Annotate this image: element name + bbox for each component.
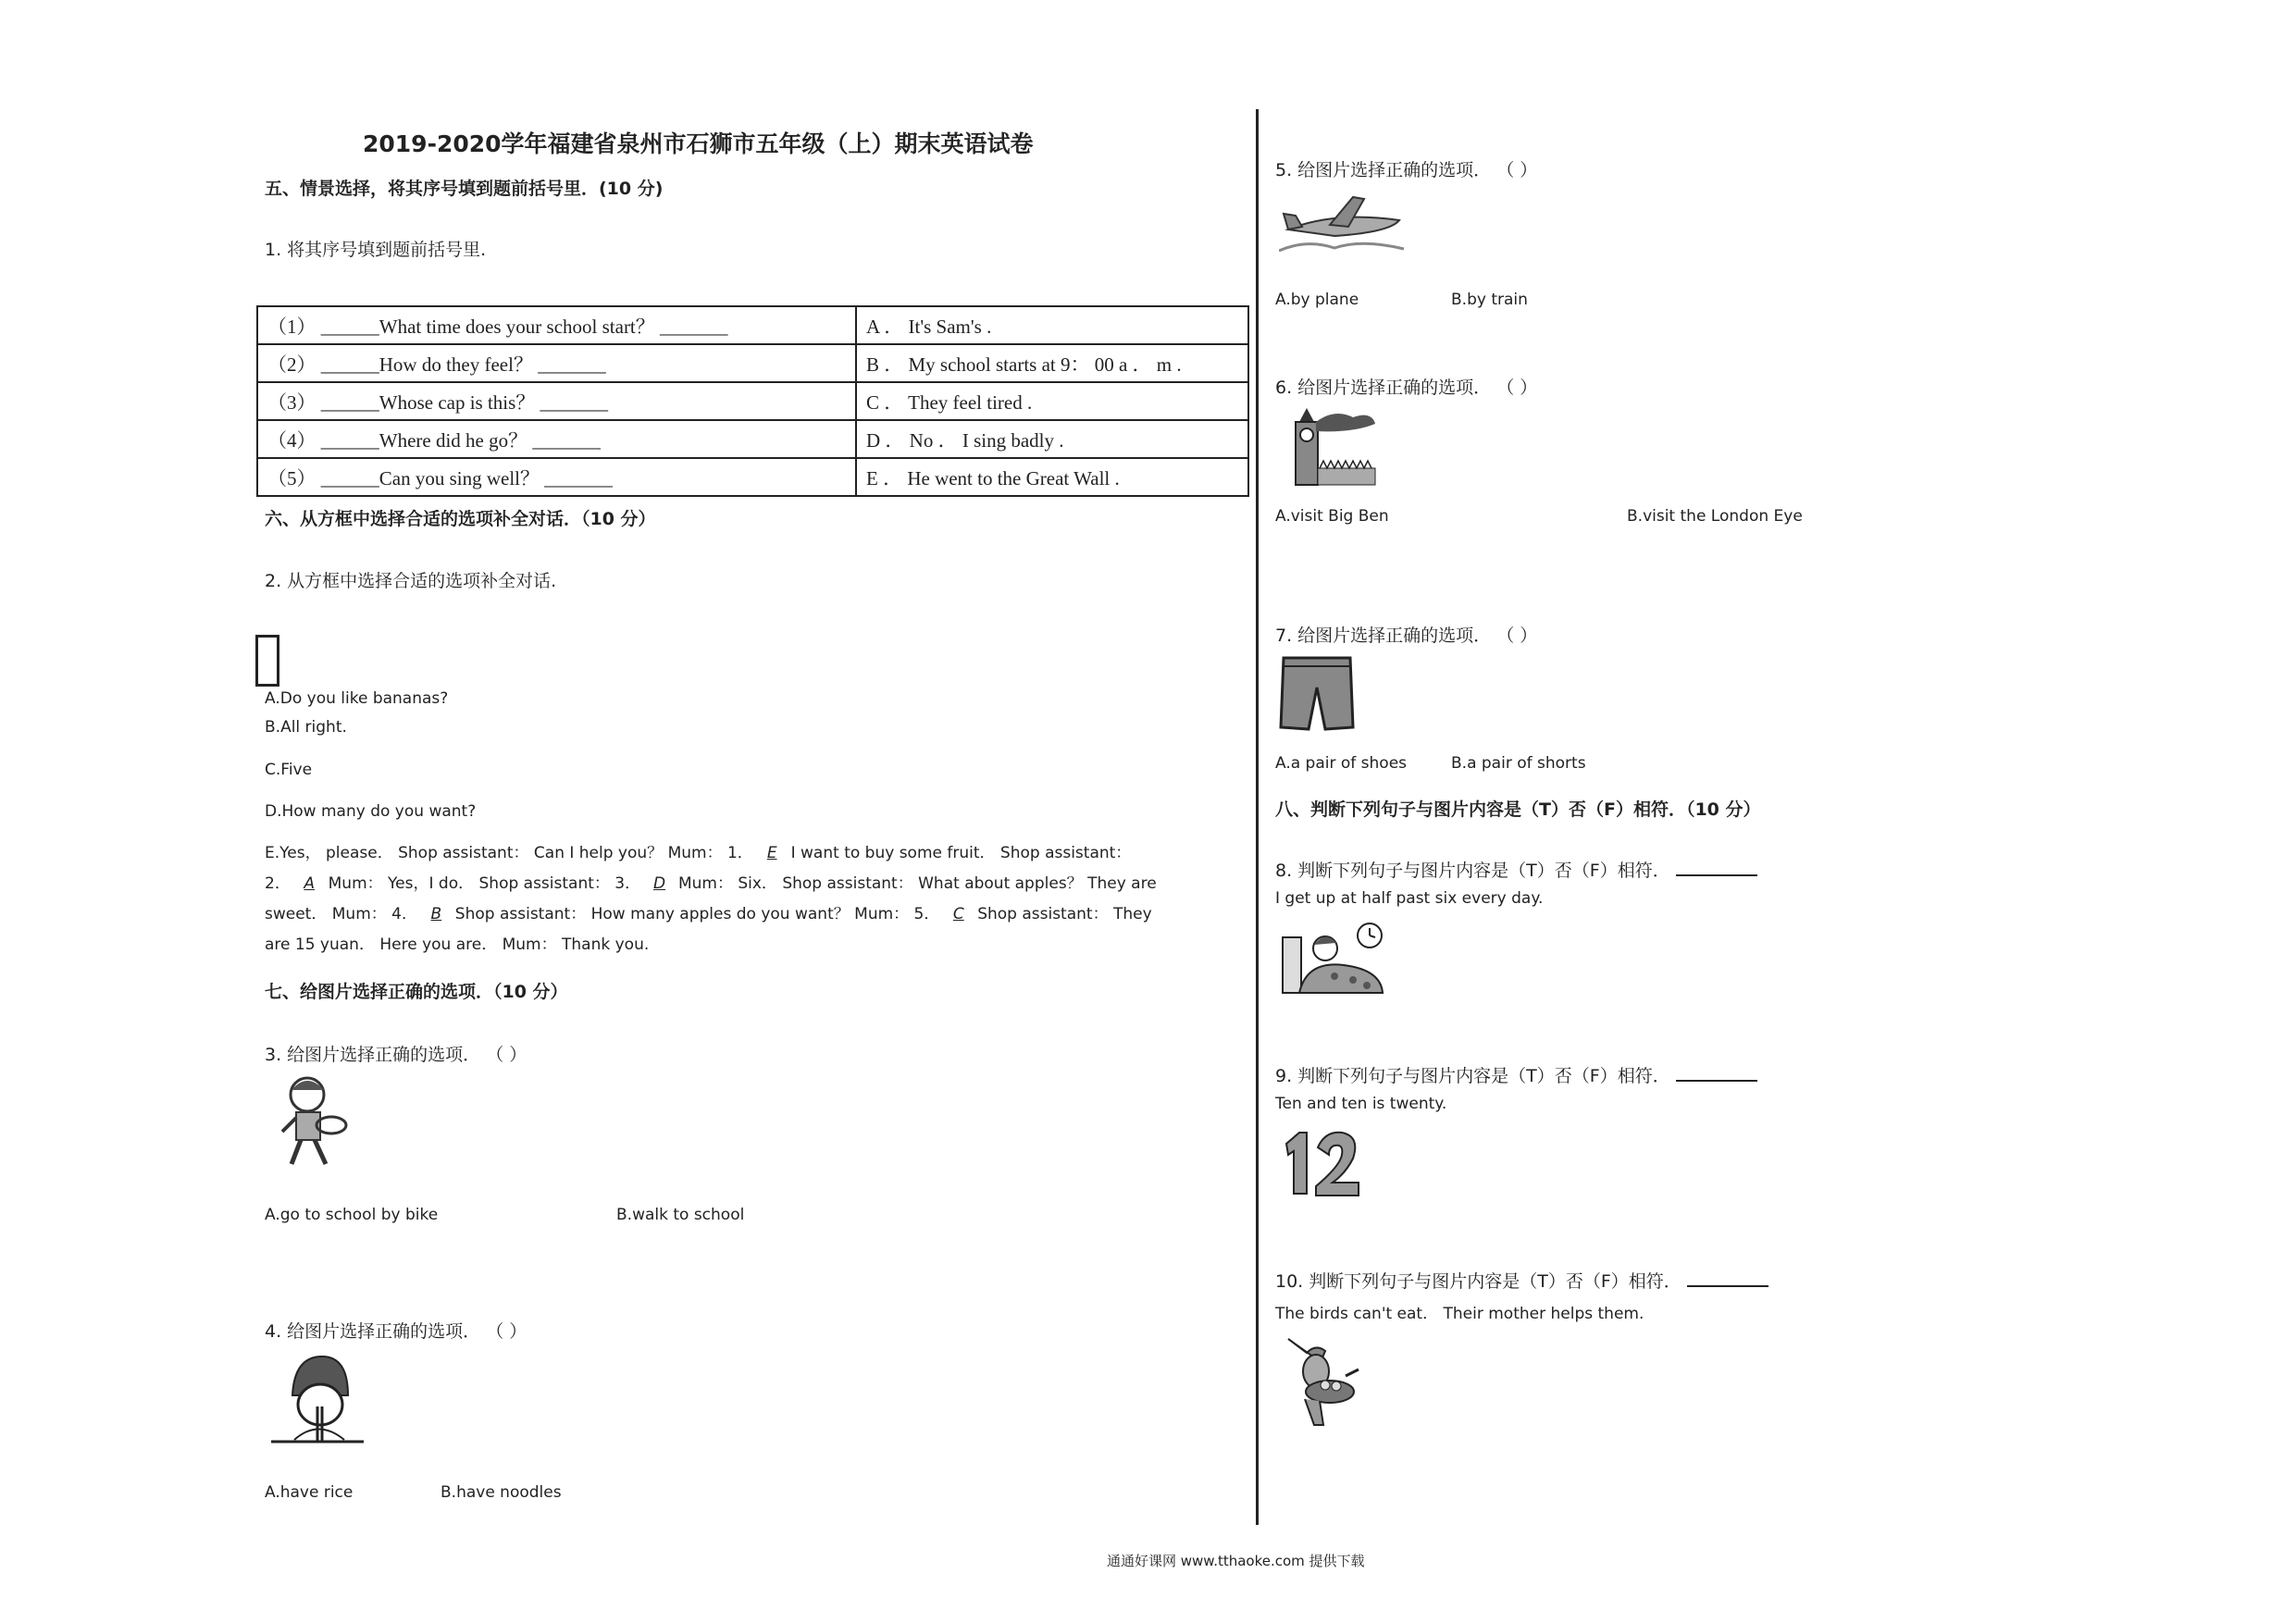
dialog-part: Mum： Yes，I do． Shop assistant： 3． [328,874,641,893]
dialog-text [265,838,1227,960]
section8-heading: 八、判断下列句子与图片内容是（T）否（F）相符．（10 分） [1275,799,1761,820]
dialog-part: Shop assistant： How many apples do you want？ Mum： 5． [454,905,940,923]
airplane-image [1279,188,1409,257]
table-row [257,344,1248,382]
table-cell: （3） ______Whose cap is this？ _______ [257,382,856,420]
table-cell: C ． They feel tired . [856,382,1248,420]
footer-text: 通通好课网 www.tthaoke.com 提供下载 [1107,1553,1365,1569]
table-cell: D ． No ． I sing badly . [856,420,1248,458]
table-row [257,458,1248,496]
shorts-image [1279,655,1355,734]
q10-sentence: The birds can't eat． Their mother helps them. [1275,1305,1644,1323]
question-1: 1. 将其序号填到题前括号里. [265,240,487,260]
section5-heading: 五、情景选择，将其序号填到题前括号里．(10 分) [265,179,664,199]
question-4: 4. 给图片选择正确的选项． （ ） [265,1321,527,1342]
big-ben-image [1279,403,1376,487]
answer-blank[interactable] [1676,1063,1757,1082]
number-12-image [1279,1127,1367,1201]
q6-option-a: A.visit Big Ben [1275,507,1389,526]
question-8-text: 8. 判断下列句子与图片内容是（T）否（F）相符． [1275,861,1670,881]
question-9-text: 9. 判断下列句子与图片内容是（T）否（F）相符． [1275,1066,1670,1086]
section6-heading: 六、从方框中选择合适的选项补全对话．（10 分） [265,509,656,529]
child-eating-image [267,1349,368,1456]
answer-blank[interactable] [1687,1269,1769,1287]
dialog-part: Mum： Six． Shop assistant： What about apples？ They are [677,874,1157,893]
answer-3: D [652,874,666,893]
table-row [257,382,1248,420]
q7-option-b: B.a pair of shorts [1451,754,1586,773]
boy-walking-image [268,1072,352,1173]
question-10 [1275,1268,1769,1293]
q3-option-a: A.go to school by bike [265,1206,439,1224]
q5-option-b: B.by train [1451,291,1528,309]
answer-1: E [766,844,777,862]
q8-sentence: I get up at half past six every day. [1275,889,1544,908]
option-c: C.Five [265,761,313,779]
option-a: A.Do you like bananas? [265,689,449,708]
bird-feeding-chicks-image [1279,1334,1362,1427]
question-2: 2. 从方框中选择合适的选项补全对话. [265,571,557,591]
dialog-part: E.Yes， please． Shop assistant： Can I help you？ Mum： 1． [265,844,753,862]
q4-option-a: A.have rice [265,1483,354,1502]
table-cell: （2） ______How do they feel？ _______ [257,344,856,382]
question-7: 7. 给图片选择正确的选项． （ ） [1275,626,1538,646]
option-b: B.All right. [265,718,347,737]
table-cell: A ． It's Sam's . [856,306,1248,344]
question-10-text: 10. 判断下列句子与图片内容是（T）否（F）相符． [1275,1271,1682,1292]
option-d: D.How many do you want? [265,802,477,821]
dialog-part: are 15 yuan． Here you are． Mum： Thank you. [265,935,650,954]
matching-table [256,305,1249,497]
q4-option-b: B.have noodles [441,1483,562,1502]
question-9 [1275,1062,1757,1087]
q3-option-b: B.walk to school [616,1206,745,1224]
dialog-part: 2． [265,874,291,893]
answer-5: C [952,905,964,923]
table-cell: E ． He went to the Great Wall . [856,458,1248,496]
table-cell: （5） ______Can you sing well？ _______ [257,458,856,496]
answer-box [255,635,279,687]
question-6: 6. 给图片选择正确的选项． （ ） [1275,378,1538,398]
dialog-part: Shop assistant： They [977,905,1152,923]
q7-option-a: A.a pair of shoes [1275,754,1408,773]
column-divider [1256,109,1259,1525]
q5-option-a: A.by plane [1275,291,1359,309]
question-5: 5. 给图片选择正确的选项． （ ） [1275,160,1538,180]
table-cell: B ． My school starts at 9： 00 a ． m . [856,344,1248,382]
table-row [257,306,1248,344]
question-3: 3. 给图片选择正确的选项． （ ） [265,1045,527,1065]
q9-sentence: Ten and ten is twenty. [1275,1095,1447,1113]
answer-blank[interactable] [1676,858,1757,876]
dialog-part: I want to buy some fruit． Shop assistant： [790,844,1132,862]
table-cell: （4） ______Where did he go？ _______ [257,420,856,458]
table-row [257,420,1248,458]
section7-heading: 七、给图片选择正确的选项．（10 分） [265,982,568,1002]
table-cell: （1） ______What time does your school start？ _______ [257,306,856,344]
answer-4: B [430,905,442,923]
boy-in-bed-image [1279,919,1390,997]
answer-2: A [304,874,316,893]
dialog-part: sweet． Mum： 4． [265,905,417,923]
question-8 [1275,857,1757,882]
page-title: 2019-2020学年福建省泉州市石狮市五年级（上）期末英语试卷 [363,130,1034,157]
q6-option-b: B.visit the London Eye [1627,507,1803,526]
